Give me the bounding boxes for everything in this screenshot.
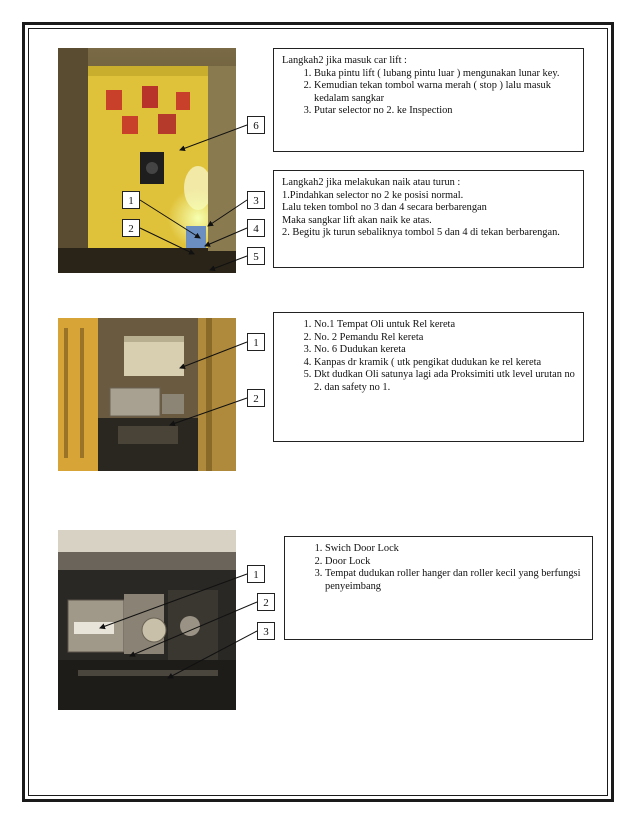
text-line: Lalu teken tombol no 3 dan 4 secara berbarengan — [282, 202, 487, 214]
list-item: 4. Kanpas dr kramik ( utk pengikat dudukan ke rel kereta — [314, 357, 575, 370]
list-item: 1. No.1 Tempat Oli untuk Rel kereta — [314, 319, 575, 332]
callout-label: 1 — [247, 333, 265, 351]
rail-guide-photo — [58, 318, 236, 471]
callout-label: 2 — [257, 593, 275, 611]
callout-label: 3 — [247, 191, 265, 209]
list-item: 3. Putar selector no 2. ke Inspection — [314, 105, 575, 118]
callout-label: 4 — [247, 219, 265, 237]
callout-label: 5 — [247, 247, 265, 265]
list-item: 1. Buka pintu lift ( lubang pintu luar ) mengunakan lunar key. — [314, 68, 575, 81]
callout-label: 2 — [122, 219, 140, 237]
text-line: 1.Pindahkan selector no 2 ke posisi normal. — [282, 189, 464, 201]
callout-label: 3 — [257, 622, 275, 640]
rail-parts-box — [273, 312, 584, 442]
door-lock-parts-box — [284, 536, 593, 640]
list-item: 5. Dkt dudkan Oli satunya lagi ada Proksimiti utk level urutan no 2. dan safety no 1. — [314, 369, 575, 394]
text-line: Langkah2 jika melakukan naik atau turun : — [282, 177, 461, 188]
door-lock-parts-list — [293, 543, 584, 593]
callout-label: 1 — [122, 191, 140, 209]
car-lift-steps-title: Langkah2 jika masuk car lift : — [282, 55, 407, 66]
text-line: Maka sangkar lift akan naik ke atas. — [282, 214, 432, 226]
list-item: 2. Kemudian tekan tombol warna merah ( stop ) lalu masuk kedalam sangkar — [314, 80, 575, 105]
callout-label: 6 — [247, 116, 265, 134]
list-item: 1. Swich Door Lock — [325, 543, 584, 556]
rail-parts-list — [282, 319, 575, 395]
callout-label: 1 — [247, 565, 265, 583]
list-item: 3. No. 6 Dudukan kereta — [314, 344, 575, 357]
list-item: 2. Door Lock — [325, 556, 584, 569]
door-lock-photo — [58, 530, 236, 710]
lift-car-top-photo — [58, 48, 236, 273]
list-item: 2. No. 2 Pemandu Rel kereta — [314, 332, 575, 345]
car-lift-steps-box — [273, 48, 584, 152]
callout-label: 2 — [247, 389, 265, 407]
up-down-steps-box — [273, 170, 584, 268]
text-line: 2. Begitu jk turun sebaliknya tombol 5 dan 4 di tekan berbarengan. — [282, 227, 560, 239]
list-item: 3. Tempat dudukan roller hanger dan roller kecil yang berfungsi penyeimbang — [325, 568, 584, 593]
car-lift-steps-list — [282, 68, 575, 118]
